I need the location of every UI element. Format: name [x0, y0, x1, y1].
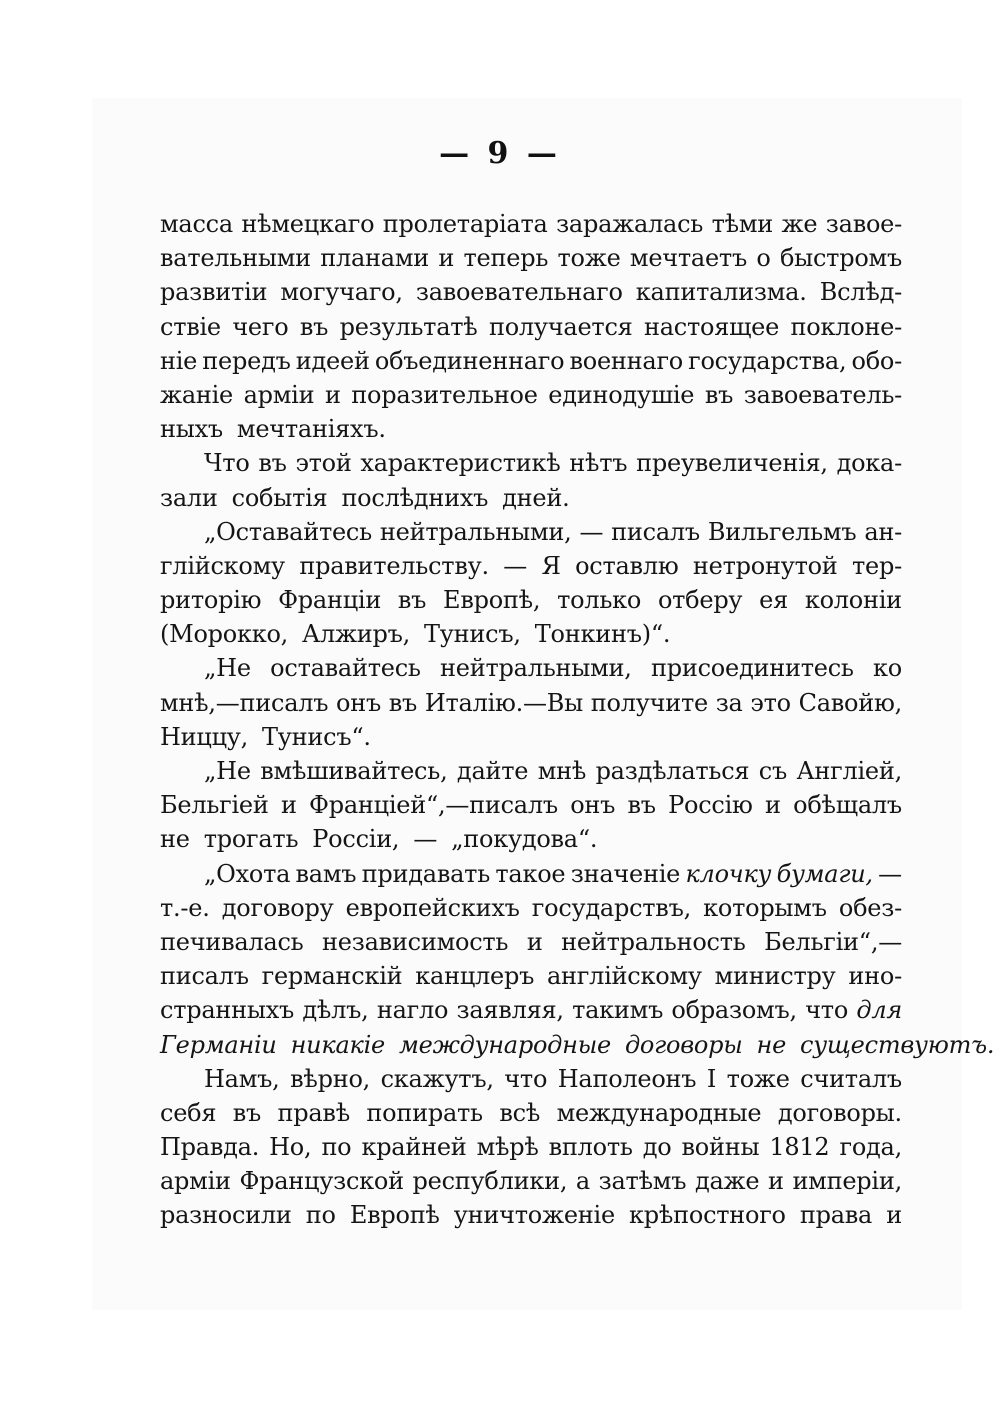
word: теперь — [463, 244, 549, 273]
word: получается — [488, 312, 633, 341]
italic-word: международные — [398, 1030, 611, 1059]
word: Савойю, — [798, 688, 902, 717]
italic-word: договоры — [624, 1030, 743, 1059]
word: Италію.—Вы — [424, 688, 584, 717]
word: планами — [320, 244, 430, 273]
word: завое- — [825, 210, 902, 238]
word: получите — [590, 688, 708, 717]
word: — — [878, 859, 902, 888]
word: нейтральными, — [440, 654, 632, 683]
word: Франціи — [278, 586, 382, 615]
italic-word: для — [856, 996, 902, 1025]
text-line — [160, 378, 902, 412]
word: Тунисъ“. — [262, 722, 371, 751]
word: 1812 — [769, 1133, 830, 1162]
text-line — [160, 481, 902, 515]
word: завоевательнаго — [415, 278, 623, 307]
word: онъ — [336, 688, 382, 717]
word: — — [503, 551, 528, 580]
word: арміи — [243, 380, 315, 409]
word: Ниццу, — [160, 722, 249, 751]
word: оставлю — [575, 551, 679, 580]
word: оставайтесь — [270, 654, 421, 683]
word: дока- — [836, 449, 902, 478]
word: государствъ, — [531, 893, 691, 922]
italic-word: не — [756, 1030, 787, 1059]
word: зали — [160, 483, 218, 512]
word: въ — [397, 586, 427, 615]
word: придавать — [361, 859, 491, 888]
word: Намъ, — [204, 1064, 280, 1093]
word: передъ — [202, 346, 291, 375]
word: и — [886, 1201, 902, 1230]
word: I — [706, 1064, 717, 1093]
word: государства, — [688, 346, 847, 375]
word: глійскому — [160, 551, 285, 580]
word: правительству. — [299, 551, 489, 580]
word: значеніе — [570, 859, 681, 888]
word: Бельгіей — [160, 791, 269, 820]
word: тоже — [726, 1064, 790, 1093]
word: въ — [704, 380, 734, 409]
word: ныхъ — [160, 415, 223, 444]
word: странныхъ — [160, 996, 295, 1025]
word: писалъ — [611, 517, 700, 546]
text-line — [160, 720, 902, 754]
word: международные — [556, 1098, 762, 1127]
word: результатѣ — [339, 312, 478, 341]
word: договору — [221, 893, 334, 922]
word: поклоне- — [790, 312, 902, 341]
word: и — [526, 927, 543, 956]
word: Европѣ — [349, 1201, 440, 1230]
word: арміи — [160, 1167, 231, 1196]
paragraph — [160, 207, 902, 446]
word: независимость — [322, 927, 509, 956]
word: Россіи, — [312, 825, 400, 854]
word: что — [805, 996, 849, 1025]
word: идеей — [295, 346, 370, 375]
paragraph — [160, 446, 902, 514]
page-number: — 9 — — [439, 136, 561, 171]
word: это — [750, 688, 791, 717]
text-line — [160, 241, 902, 275]
word: только — [557, 586, 642, 615]
word: европейскихъ — [345, 893, 520, 922]
word: писалъ — [160, 962, 249, 991]
word: военнаго — [569, 346, 683, 375]
word: отберу — [657, 586, 743, 615]
word: „Оставайтесь — [204, 517, 372, 546]
word: такое — [495, 859, 566, 888]
paragraph — [160, 515, 902, 652]
word: Вильгельмъ — [707, 517, 857, 546]
text-line — [160, 1028, 995, 1062]
word: послѣднихъ — [341, 483, 489, 512]
word: Франціей“,—писалъ — [309, 791, 558, 820]
word: германскій — [261, 962, 403, 991]
word: Бельгіи“,— — [764, 927, 902, 956]
word: и — [768, 1167, 784, 1196]
word: мечтаетъ — [629, 244, 747, 273]
word: присоединитесь — [651, 654, 854, 683]
word: ствіе — [160, 312, 221, 341]
text-line — [160, 446, 902, 480]
word: себя — [160, 1098, 217, 1127]
word: канцлеръ — [415, 962, 535, 991]
word: всѣ — [499, 1098, 541, 1127]
word: Вслѣд- — [819, 278, 902, 307]
word: обо- — [851, 346, 902, 375]
word: и — [765, 791, 781, 820]
text-line — [160, 207, 902, 241]
word: Тунисъ, — [424, 620, 521, 649]
word: быстромъ — [779, 244, 902, 273]
word: въ — [232, 1098, 262, 1127]
word: — — [413, 825, 438, 854]
word: развитіи — [160, 278, 268, 307]
text-line — [160, 1198, 902, 1232]
text-line — [160, 1096, 902, 1130]
word: нѣмецкаго — [241, 210, 375, 238]
italic-word: существуютъ. — [800, 1030, 995, 1059]
word: Англіей, — [796, 757, 902, 785]
text-line — [160, 515, 902, 549]
word: дайте — [456, 757, 529, 785]
word: такимъ — [572, 996, 664, 1025]
paragraph — [160, 1062, 902, 1233]
word: „Охота — [204, 859, 291, 888]
word: въ — [258, 449, 287, 478]
word: заражалась — [556, 210, 704, 238]
word: „Не — [204, 757, 251, 785]
text-line — [160, 344, 902, 378]
word: вательными — [160, 244, 311, 273]
word: за — [715, 688, 743, 717]
word: Европѣ, — [443, 586, 541, 615]
word: ея — [759, 586, 788, 615]
word: по — [321, 1133, 352, 1162]
word: чего — [232, 312, 289, 341]
text-line — [160, 822, 902, 856]
text-line — [160, 891, 902, 925]
word: а — [575, 1167, 590, 1196]
text-line — [160, 651, 902, 685]
word: масса — [160, 210, 233, 238]
word: Что — [204, 449, 250, 478]
word: объединеннаго — [374, 346, 565, 375]
word: и — [438, 244, 455, 273]
text-line — [160, 1130, 902, 1164]
text-line — [160, 1062, 902, 1096]
word: что — [504, 1064, 548, 1093]
word: и — [324, 380, 341, 409]
word: ко — [873, 654, 902, 683]
text-line — [160, 412, 902, 446]
word: въ — [627, 791, 656, 820]
word: капитализма. — [635, 278, 807, 307]
word: республики, — [412, 1167, 568, 1196]
word: „Не — [204, 654, 251, 683]
word: Я — [541, 551, 561, 580]
word: затѣмъ — [598, 1167, 687, 1196]
word: нейтральными, — [379, 517, 572, 546]
word: дней. — [502, 483, 570, 512]
word: трогать — [203, 825, 299, 854]
text-line — [160, 686, 902, 720]
text-line — [160, 754, 902, 788]
word: мнѣ,—писалъ — [160, 688, 329, 717]
word: министру — [714, 962, 836, 991]
paragraph — [160, 754, 902, 857]
text-line — [160, 959, 902, 993]
body-text — [160, 207, 995, 1233]
word: преувеличенія, — [636, 449, 828, 478]
italic-word: никакіе — [290, 1030, 385, 1059]
word: риторію — [160, 586, 262, 615]
word: могучаго, — [280, 278, 403, 307]
word: вмѣшивайтесь, — [260, 757, 448, 785]
italic-word: Германіи — [160, 1030, 277, 1059]
word: права — [799, 1201, 873, 1230]
word: крѣпостного — [629, 1201, 786, 1230]
text-line — [160, 310, 902, 344]
word: единодушіе — [548, 380, 695, 409]
word: попирать — [366, 1098, 483, 1127]
word: о — [756, 244, 771, 273]
word: до — [642, 1133, 672, 1162]
word: мечтаніяхъ. — [236, 415, 386, 444]
word: ино- — [848, 962, 902, 991]
word: печивалась — [160, 927, 304, 956]
text-line — [160, 857, 902, 891]
word: и — [280, 791, 297, 820]
word: раздѣлаться — [595, 757, 750, 785]
word: ніе — [160, 346, 198, 375]
word: „покудова“. — [451, 825, 598, 854]
word: мнѣ — [537, 757, 587, 785]
word: колоніи — [804, 586, 902, 615]
word: считалъ — [800, 1064, 902, 1093]
italic-word: бумаги, — [776, 859, 873, 888]
text-line — [160, 925, 902, 959]
word: завоеватель- — [743, 380, 902, 409]
word: уничтоженіе — [453, 1201, 615, 1230]
word: по — [305, 1201, 336, 1230]
word: обез- — [838, 893, 902, 922]
word: Алжиръ, — [302, 620, 411, 649]
word: обѣщалъ — [793, 791, 902, 820]
word: дѣлъ, — [302, 996, 369, 1025]
word: скажутъ, — [380, 1064, 494, 1093]
word: образомъ, — [671, 996, 797, 1025]
paragraph — [160, 651, 902, 754]
word: пролетаріата — [382, 210, 548, 238]
word: событія — [231, 483, 328, 512]
word: мѣрѣ — [476, 1133, 539, 1162]
word: тер- — [852, 551, 902, 580]
word: настоящее — [644, 312, 780, 341]
word: вамъ — [295, 859, 357, 888]
word: войны — [681, 1133, 760, 1162]
word: же — [781, 210, 818, 238]
word: Тонкинъ)“. — [534, 620, 671, 649]
text-line — [160, 583, 902, 617]
word: англійскому — [547, 962, 702, 991]
text-line — [160, 1164, 902, 1198]
word: нетронутой — [692, 551, 838, 580]
word: Наполеонъ — [557, 1064, 697, 1093]
word: Правда. — [160, 1133, 260, 1162]
word: которымъ — [703, 893, 827, 922]
paragraph — [160, 857, 995, 1062]
word: жаніе — [160, 380, 234, 409]
word: года, — [839, 1133, 902, 1162]
word: правѣ — [277, 1098, 350, 1127]
italic-word: клочку — [685, 859, 772, 888]
word: нейтральность — [561, 927, 746, 956]
word: тѣми — [711, 210, 774, 238]
word: Россію — [668, 791, 753, 820]
word: не — [160, 825, 190, 854]
word: Французской — [239, 1167, 404, 1196]
word: онъ — [570, 791, 616, 820]
word: поразительное — [351, 380, 538, 409]
word: вплоть — [548, 1133, 633, 1162]
word: съ — [758, 757, 787, 785]
word: крайней — [361, 1133, 467, 1162]
word: тоже — [557, 244, 621, 273]
word: — — [579, 517, 604, 546]
text-line — [160, 993, 902, 1027]
text-line — [160, 549, 902, 583]
word: разносили — [160, 1201, 292, 1230]
word: имперіи, — [792, 1167, 902, 1196]
text-line — [160, 788, 902, 822]
word: (Морокко, — [160, 620, 289, 649]
word: т.-е. — [160, 893, 210, 922]
word: ан- — [864, 517, 902, 546]
text-line — [160, 617, 902, 651]
word: нѣтъ — [569, 449, 628, 478]
word: нагло — [376, 996, 449, 1025]
word: этой — [295, 449, 352, 478]
word: заявляя, — [456, 996, 564, 1025]
word: даже — [694, 1167, 760, 1196]
text-line — [160, 275, 902, 309]
word: въ — [299, 312, 329, 341]
word: въ — [388, 688, 418, 717]
word: договоры. — [777, 1098, 902, 1127]
word: вѣрно, — [290, 1064, 371, 1093]
word: характеристикѣ — [360, 449, 561, 478]
word: Но, — [269, 1133, 312, 1162]
